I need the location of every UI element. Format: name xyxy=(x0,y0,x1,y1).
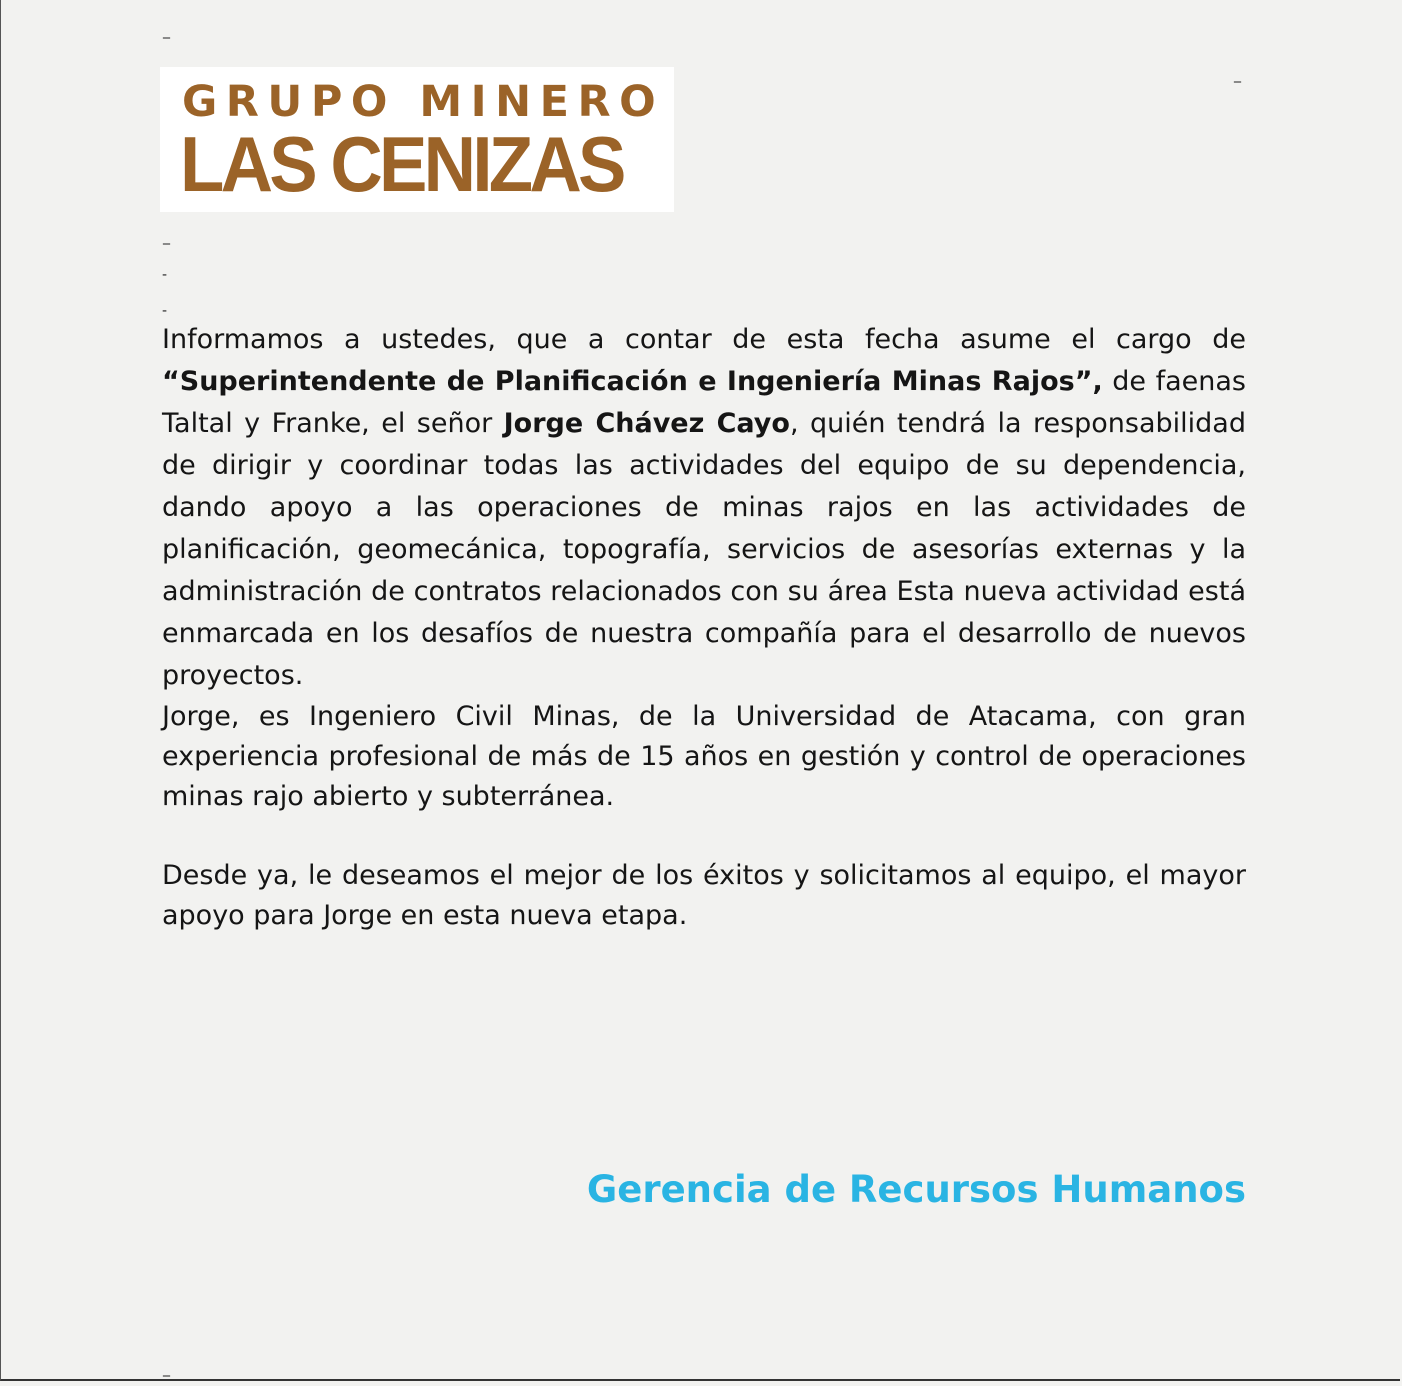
paragraph-mark-3: - xyxy=(162,303,168,319)
announcement-paragraph xyxy=(162,319,1246,697)
logo-line-1: GRUPO MINERO xyxy=(182,77,665,127)
closing-paragraph: Desde ya, le deseamos el mejor de los éxitos y solicitamos al equipo, el mayor apoyo para Jorge en esta nueva etapa. xyxy=(162,860,1246,931)
person-name: Jorge Chávez Cayo xyxy=(503,408,790,439)
background-paragraph: Jorge, es Ingeniero Civil Minas, de la Universidad de Atacama, con gran experiencia profesional de más de 15 años en gestión y control de operaciones minas rajo abierto y subterránea. xyxy=(162,701,1246,812)
paragraph1-text-1: Informamos a ustedes, que a contar de esta fecha asume el cargo de xyxy=(162,324,1246,355)
paragraph-mark-top: _ xyxy=(163,23,170,39)
logo-line-2: LAS CENIZAS xyxy=(180,120,623,208)
paragraph-mark-right: _ xyxy=(1234,67,1241,83)
paragraph1-text-3: , quién tendrá la responsabilidad de dirigir y coordinar todas las actividades del equipo de su dependencia, dando apoyo a las operaciones de minas rajos en las actividades de planificación, geomecánica, topografía, servicios de asesorías externas y la administración de contratos relacionados con su área Esta nueva actividad está enmarcada en los desafíos de nuestra compañía para el desarrollo de nuevos proyectos. xyxy=(162,408,1246,691)
paragraph-mark-2: - xyxy=(162,267,168,283)
company-logo xyxy=(160,67,674,212)
position-title: “Superintendente de Planificación e Ingeniería Minas Rajos”, xyxy=(162,366,1103,397)
paragraph1-text-2: de faenas Taltal y Franke, el señor xyxy=(162,366,1246,439)
paragraph-mark-bottom: _ xyxy=(163,1361,170,1377)
signature: Gerencia de Recursos Humanos xyxy=(586,1168,1246,1211)
paragraph-mark-1: _ xyxy=(163,229,170,245)
